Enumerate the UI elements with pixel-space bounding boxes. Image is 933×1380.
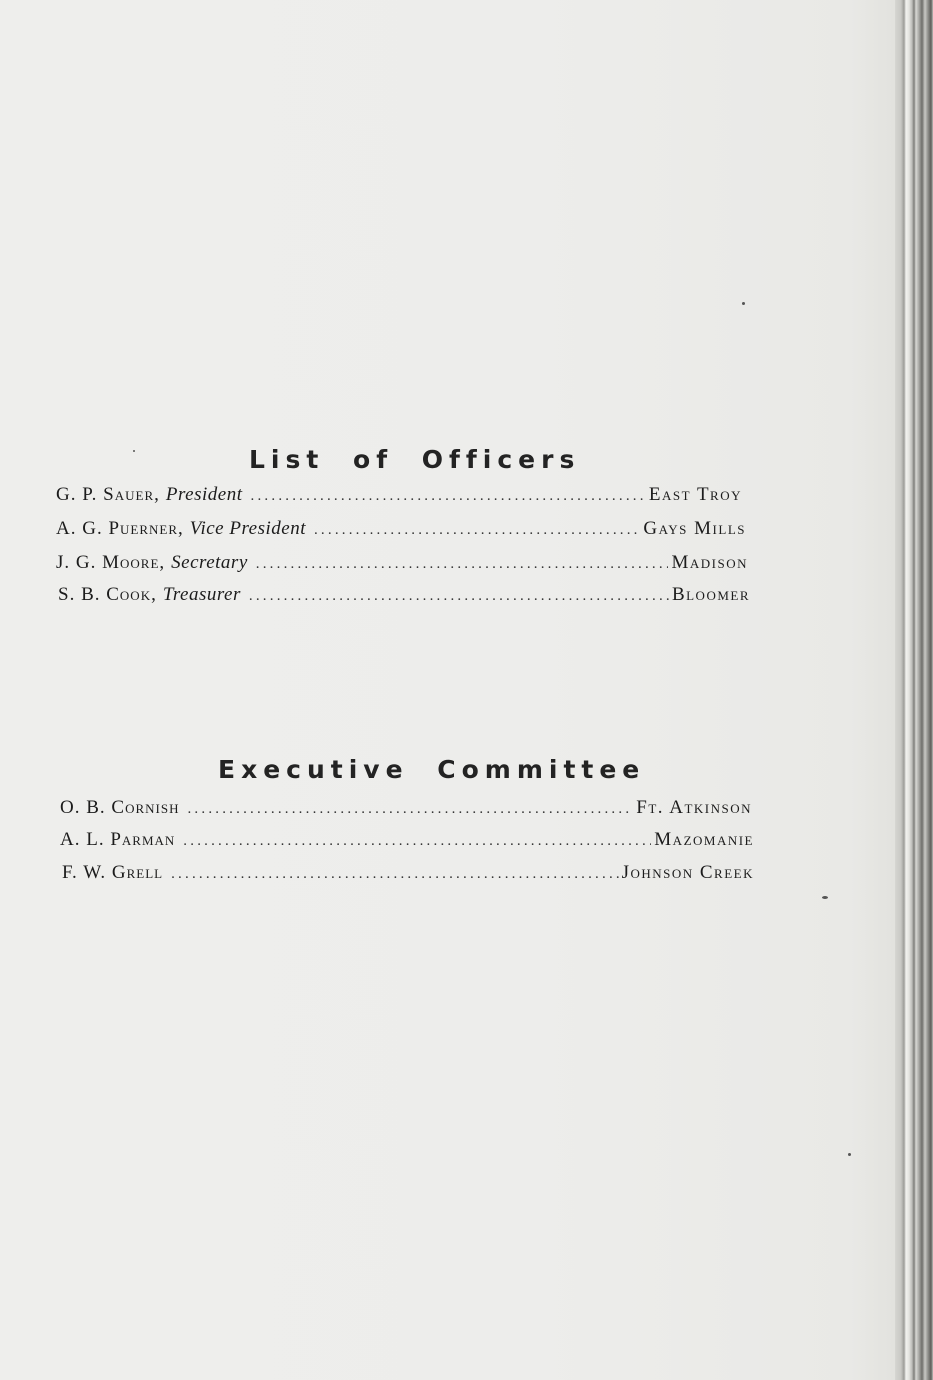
- paper-speck: [848, 1153, 851, 1156]
- officer-row: [56, 484, 742, 506]
- book-spine-edge: [895, 0, 933, 1380]
- officer-role: Vice President: [189, 518, 306, 539]
- officer-name: A. G. Puerner,: [56, 518, 184, 539]
- officer-place: Gays Mills: [643, 518, 746, 539]
- committee-name: A. L. Parman: [60, 829, 176, 850]
- committee-place: Ft. Atkinson: [636, 797, 752, 818]
- committee-name: O. B. Cornish: [60, 797, 180, 818]
- committee-row: [62, 862, 754, 884]
- dot-leader: [251, 488, 646, 505]
- officer-place: East Troy: [648, 484, 742, 505]
- officer-place: Madison: [671, 552, 748, 573]
- paper-speck: [133, 450, 135, 452]
- dot-leader: [249, 588, 669, 605]
- committee-name: F. W. Grell: [62, 862, 164, 883]
- dot-leader: [256, 556, 669, 573]
- paper-speck: [742, 302, 745, 305]
- dot-leader: [171, 866, 618, 883]
- committee-place: Mazomanie: [654, 829, 754, 850]
- officer-name: G. P. Sauer,: [56, 484, 160, 505]
- committee-heading: Executive Committee: [218, 755, 646, 784]
- committee-place: Johnson Creek: [621, 862, 754, 883]
- officer-role: Treasurer: [162, 584, 241, 605]
- dot-leader: [183, 833, 651, 850]
- officer-row: [58, 584, 750, 606]
- officer-name: J. G. Moore,: [56, 552, 166, 573]
- paper-speck: [822, 896, 828, 899]
- committee-row: [60, 797, 752, 819]
- officer-role: Secretary: [171, 552, 248, 573]
- officer-role: President: [165, 484, 243, 505]
- dot-leader: [187, 801, 633, 818]
- officer-name: S. B. Cook,: [58, 584, 157, 605]
- officer-row: [56, 552, 748, 574]
- officer-place: Bloomer: [671, 584, 750, 605]
- committee-row: [60, 829, 754, 851]
- officer-row: [56, 518, 746, 540]
- dot-leader: [314, 522, 640, 539]
- officers-heading: List of Officers: [249, 445, 581, 474]
